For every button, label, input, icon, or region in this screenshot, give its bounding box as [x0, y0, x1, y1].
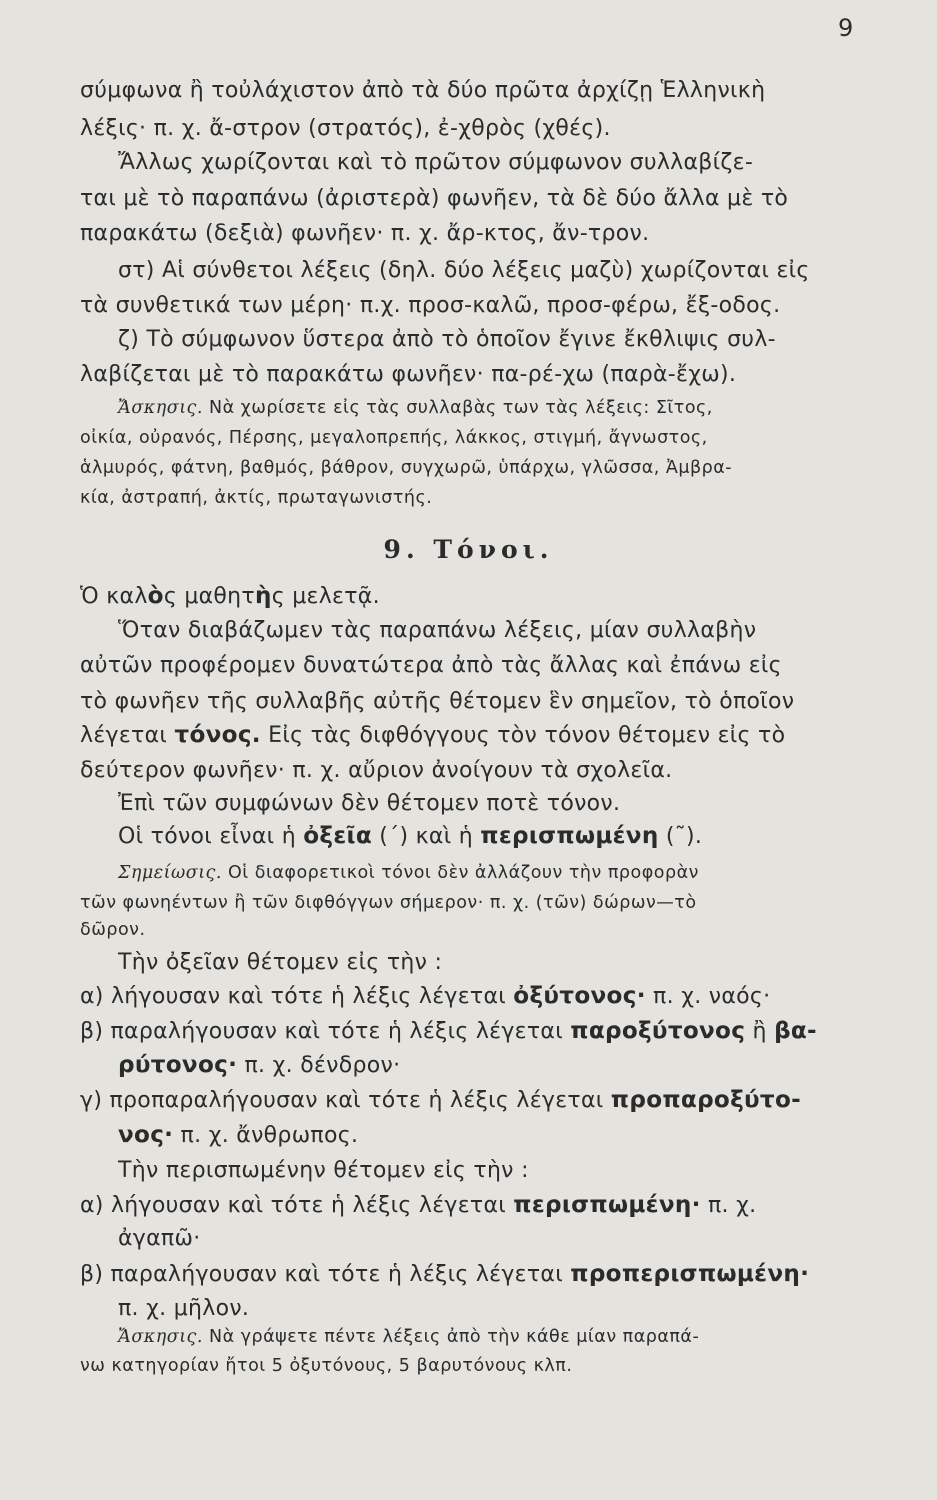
text-line: [80, 1356, 900, 1376]
text-line: [80, 758, 900, 783]
text-segment: κία, ἀστραπή, ἀκτίς, πρωταγωνιστής.: [80, 488, 433, 508]
bold-term: ὀξύτονος·: [513, 983, 646, 1009]
text-line: [80, 78, 900, 103]
text-line: [118, 258, 900, 283]
text-line: [80, 362, 900, 387]
text-segment: π. χ. ναός·: [645, 984, 771, 1009]
text-segment: Νὰ γράψετε πέντε λέξεις ἀπὸ τὴν κάθε μίαν παραπά-: [202, 1327, 700, 1347]
text-line: [80, 1018, 900, 1044]
text-segment: Ὁ καλ: [80, 584, 148, 609]
text-segment: τὰ συνθετικά των μέρη· π.χ. προσ-καλῶ, προσ-φέρω, ἔξ-οδος.: [80, 293, 781, 318]
text-line: [80, 221, 900, 246]
exercise-label: Ἄσκησις.: [118, 1327, 203, 1347]
text-line: [80, 186, 900, 211]
text-line: [118, 1122, 900, 1148]
text-segment: ς μελετᾷ.: [271, 584, 380, 609]
bold-term: βα-: [774, 1018, 817, 1044]
text-segment: γ) προπαραλήγουσαν καὶ τότε ἡ λέξις λέγεται: [80, 1088, 611, 1113]
text-segment: ἁλμυρός, φάτνη, βαθμός, βάθρον, συγχωρῶ, ὑπάρχω, γλῶσσα, Ἀμβρα-: [80, 458, 733, 478]
text-line: [80, 116, 900, 141]
bold-term: προπαροξύτο-: [610, 1087, 802, 1113]
text-line: [80, 653, 900, 678]
text-segment: Τὴν περισπωμένην θέτομεν εἰς τὴν :: [118, 1158, 529, 1183]
text-segment: Τὴν ὀξεῖαν θέτομεν εἰς τὴν :: [118, 950, 443, 975]
text-segment: (΄) καὶ ἡ: [371, 824, 481, 849]
text-line: [118, 327, 900, 352]
text-line: [80, 920, 900, 940]
text-line: [80, 1192, 900, 1218]
text-line: [118, 1296, 900, 1321]
text-segment: Εἰς τὰς διφθόγγους τὸν τόνον θέτομεν εἰς τὸ: [260, 723, 786, 748]
text-line: [118, 1327, 900, 1347]
text-line: [118, 1052, 900, 1078]
bold-term: προπερισπωμένη·: [570, 1261, 810, 1287]
bold-term: ὴ: [254, 583, 272, 609]
section-heading: 9. Τόνοι.: [383, 535, 554, 564]
text-segment: (῀).: [658, 824, 703, 849]
text-segment: στ) Αἱ σύνθετοι λέξεις (δηλ. δύο λέξεις μαζὺ) χωρίζονται εἰς: [118, 258, 810, 283]
text-segment: ζ) Τὸ σύμφωνον ὕστερα ἀπὸ τὸ ὁποῖον ἔγινε ἔκθλιψις συλ-: [118, 327, 776, 352]
exercise-label: Ἄσκησις.: [118, 398, 203, 418]
bold-term: τόνος.: [174, 722, 261, 748]
text-segment: λέγεται: [80, 723, 175, 748]
bold-term: ρύτονος·: [118, 1052, 238, 1078]
text-segment: αὐτῶν προφέρομεν δυνατώτερα ἀπὸ τὰς ἄλλας καὶ ἐπάνω εἰς: [80, 653, 782, 678]
text-segment: παρακάτω (δεξιὰ) φωνῆεν· π. χ. ἄρ-κτος, ἄν-τρον.: [80, 221, 650, 246]
bold-term: νος·: [118, 1122, 174, 1148]
text-line: [118, 863, 900, 883]
bold-term: περισπωμένη: [480, 823, 659, 849]
text-segment: λέξις· π. χ. ἄ-στρον (στρατός), ἐ-χθρὸς (χθές).: [80, 116, 611, 141]
text-line: [80, 689, 900, 714]
text-segment: Οἱ διαφορετικοὶ τόνοι δὲν ἀλλάζουν τὴν προφορὰν: [221, 863, 699, 883]
bold-term: παροξύτονος: [570, 1018, 746, 1044]
text-segment: π. χ. δένδρον·: [237, 1053, 401, 1078]
text-segment: λαβίζεται μὲ τὸ παρακάτω φωνῆεν· πα-ρέ-χω (παρὰ-ἔχω).: [80, 362, 737, 387]
bold-term: ὸ: [147, 583, 164, 609]
text-line: [118, 618, 900, 643]
page-number: 9: [838, 14, 854, 42]
text-segment: οἰκία, οὐρανός, Πέρσης, μεγαλοπρεπής, λάκκος, στιγμή, ἄγνωστος,: [80, 428, 708, 448]
text-segment: α) λήγουσαν καὶ τότε ἡ λέξις λέγεται: [80, 1193, 514, 1218]
text-line: [80, 1087, 900, 1113]
text-segment: δεύτερον φωνῆεν· π. χ. αὔριον ἀνοίγουν τὰ σχολεῖα.: [80, 758, 673, 783]
text-segment: β) παραλήγουσαν καὶ τότε ἡ λέξις λέγεται: [80, 1019, 571, 1044]
text-segment: Νὰ χωρίσετε εἰς τὰς συλλαβὰς των τὰς λέξεις: Σῖτος,: [202, 398, 713, 418]
text-segment: ται μὲ τὸ παραπάνω (ἀριστερὰ) φωνῆεν, τὰ δὲ δύο ἄλλα μὲ τὸ: [80, 186, 789, 211]
text-line: [80, 293, 900, 318]
text-segment: Ὅταν διαβάζωμεν τὰς παραπάνω λέξεις, μίαν συλλαβὴν: [118, 618, 757, 643]
text-segment: νω κατηγορίαν ἤτοι 5 ὀξυτόνους, 5 βαρυτόνους κλπ.: [80, 1356, 573, 1376]
text-segment: π. χ.: [700, 1193, 757, 1218]
text-segment: β) παραλήγουσαν καὶ τότε ἡ λέξις λέγεται: [80, 1262, 571, 1287]
text-line: [80, 583, 900, 609]
text-line: [80, 458, 900, 478]
text-segment: δῶρον.: [80, 920, 146, 940]
text-line: [118, 823, 900, 849]
text-segment: ἀγαπῶ·: [118, 1226, 201, 1251]
text-segment: Οἱ τόνοι εἶναι ἡ: [118, 824, 304, 849]
bold-term: περισπωμένη·: [513, 1192, 701, 1218]
text-line: [80, 428, 900, 448]
text-segment: σύμφωνα ἢ τοὐλάχιστον ἀπὸ τὰ δύο πρῶτα ἀρχίζῃ Ἑλληνικὴ: [80, 78, 766, 103]
text-segment: π. χ. ἄνθρωπος.: [173, 1123, 359, 1148]
text-line: [118, 1158, 900, 1183]
text-segment: α) λήγουσαν καὶ τότε ἡ λέξις λέγεται: [80, 984, 514, 1009]
text-line: [80, 488, 900, 508]
text-segment: Ἄλλως χωρίζονται καὶ τὸ πρῶτον σύμφωνον συλλαβίζε-: [118, 150, 754, 175]
bold-term: ὀξεῖα: [303, 823, 372, 849]
text-segment: τῶν φωνηέντων ἢ τῶν διφθόγγων σήμερον· π. χ. (τῶν) δώρων—τὸ: [80, 893, 697, 913]
text-line: [118, 950, 900, 975]
text-line: [80, 722, 900, 748]
text-segment: ς μαθητ: [163, 584, 255, 609]
text-line: [118, 791, 900, 816]
text-line: [80, 893, 900, 913]
exercise-label: Σημείωσις.: [118, 863, 222, 883]
text-segment: Ἐπὶ τῶν συμφώνων δὲν θέτομεν ποτὲ τόνον.: [118, 791, 621, 816]
text-segment: π. χ. μῆλον.: [118, 1296, 250, 1321]
text-line: [118, 398, 900, 418]
text-line: [118, 150, 900, 175]
text-segment: τὸ φωνῆεν τῆς συλλαβῆς αὐτῆς θέτομεν ἓν σημεῖον, τὸ ὁποῖον: [80, 689, 795, 714]
text-line: [80, 983, 900, 1009]
text-segment: ἢ: [745, 1019, 775, 1044]
text-line: [80, 1261, 900, 1287]
text-line: [118, 1226, 900, 1251]
